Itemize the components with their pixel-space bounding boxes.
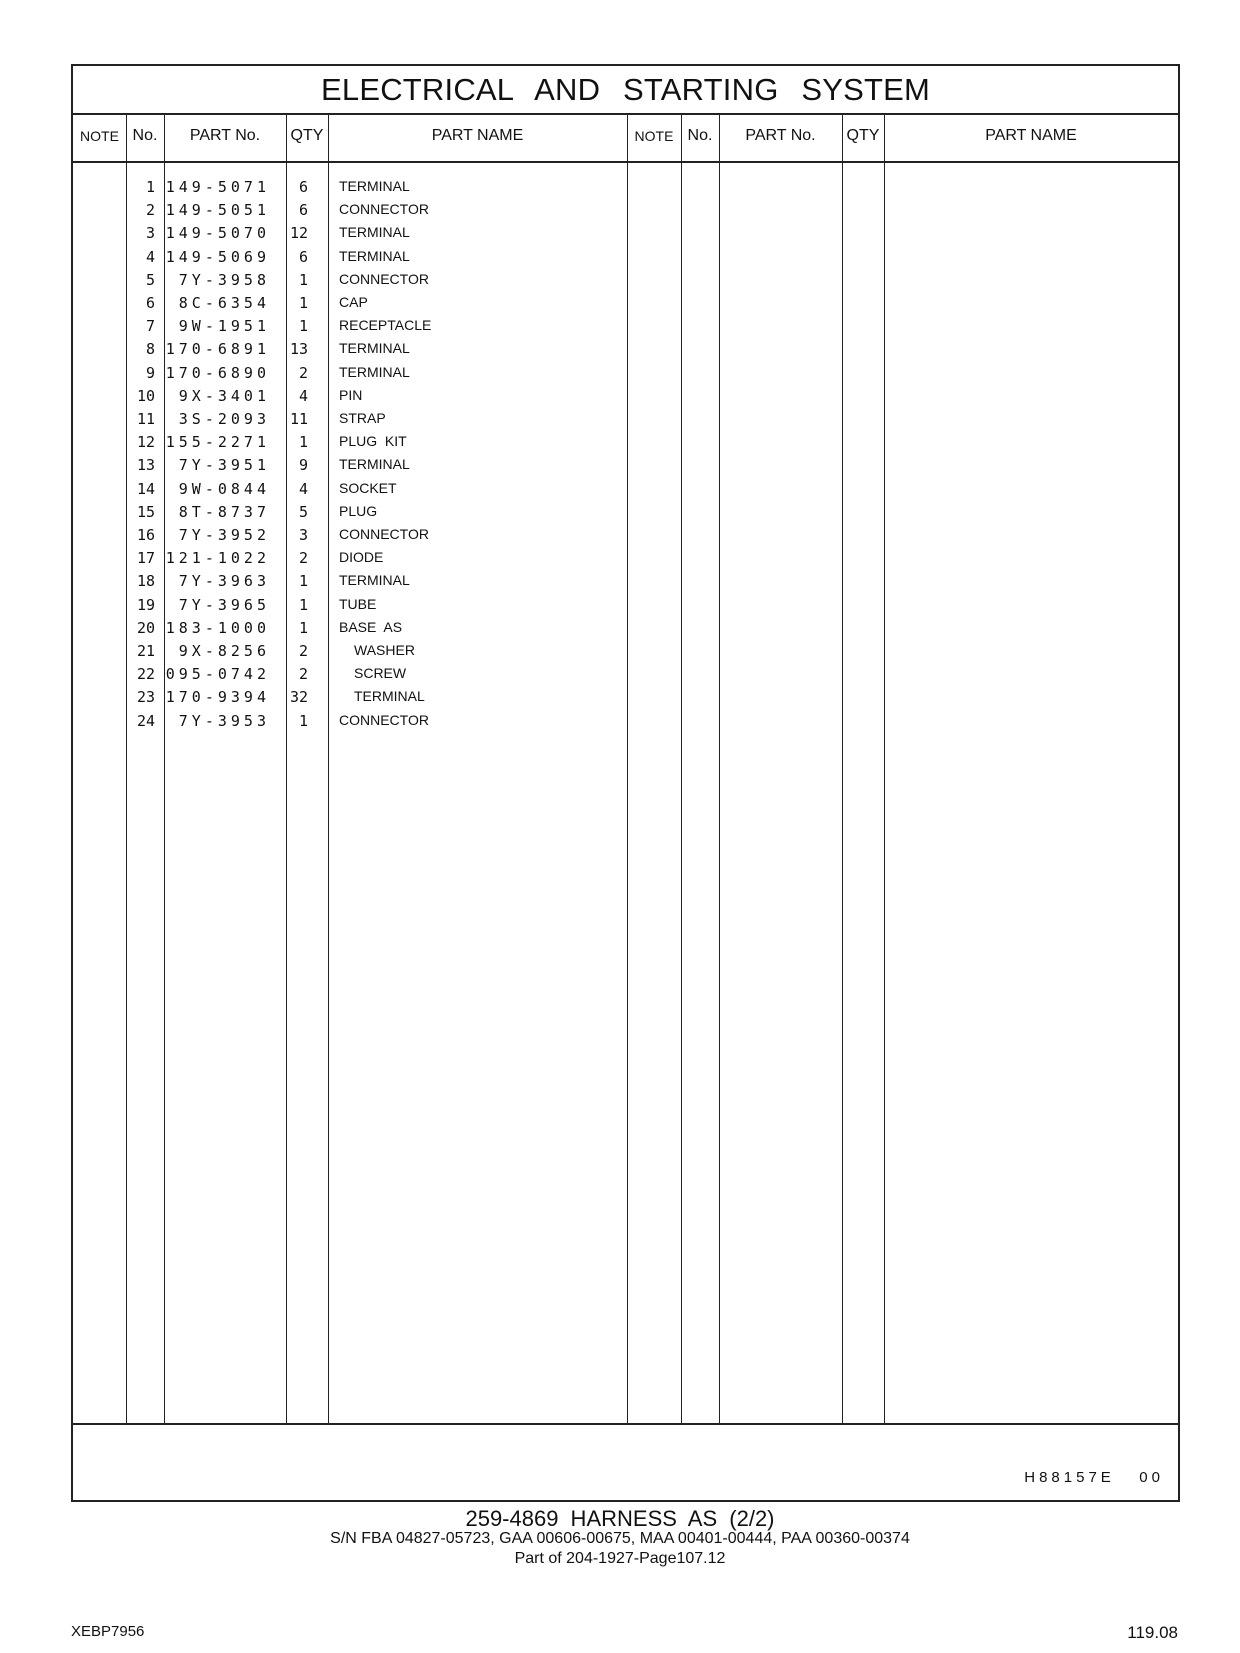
quantity: 4	[298, 386, 308, 405]
serial-numbers: S/N FBA 04827-05723, GAA 00606-00675, MAA 00401-00444, PAA 00360-00374	[330, 1530, 910, 1547]
part-name: CONNECTOR	[339, 201, 429, 218]
column-divider	[842, 113, 843, 1423]
part-name: TUBE	[339, 595, 377, 612]
item-number: 9	[145, 363, 155, 382]
item-number: 18	[136, 572, 155, 591]
table-row	[73, 480, 633, 503]
part-name: TERMINAL	[354, 688, 425, 705]
part-name: TERMINAL	[339, 340, 410, 357]
table-row	[73, 526, 633, 549]
part-name: CONNECTOR	[339, 711, 429, 728]
part-name: PIN	[339, 386, 363, 403]
page-title: ELECTRICAL AND STARTING SYSTEM	[73, 66, 1178, 115]
part-name: STRAP	[339, 410, 386, 426]
column-divider	[884, 113, 885, 1423]
item-number: 6	[145, 294, 155, 312]
part-name: CONNECTOR	[339, 526, 429, 542]
quantity: 1	[298, 595, 308, 614]
part-number: 7Y-3965	[178, 595, 270, 614]
quantity: 4	[298, 479, 308, 498]
quantity: 1	[298, 572, 308, 591]
part-number: 170-9394	[165, 688, 270, 707]
part-number: 7Y-3951	[178, 456, 270, 475]
table-row	[73, 549, 633, 572]
part-name: TERMINAL	[339, 178, 410, 194]
part-number: 155-2271	[165, 433, 270, 452]
item-number: 15	[136, 502, 155, 521]
part-number: 7Y-3953	[178, 711, 270, 730]
part-number: 9W-1951	[178, 317, 270, 336]
quantity: 1	[298, 433, 308, 452]
table-row	[73, 596, 633, 619]
part-number: 3S-2093	[178, 410, 270, 428]
part-number: 7Y-3963	[178, 572, 270, 591]
part-number: 9X-3401	[178, 386, 270, 405]
item-number: 23	[136, 688, 155, 707]
quantity: 2	[298, 363, 308, 382]
quantity: 3	[298, 526, 308, 544]
part-name: WASHER	[354, 642, 415, 658]
part-name: SCREW	[354, 665, 407, 682]
document-id: XEBP7956	[71, 1623, 145, 1640]
header-part-no-right: PART No.	[745, 127, 816, 144]
table-bottom-rule	[73, 1423, 1178, 1425]
quantity: 5	[298, 502, 308, 521]
table-row	[73, 410, 633, 433]
part-number: 7Y-3952	[178, 526, 270, 544]
quantity: 1	[298, 618, 308, 637]
part-name: TERMINAL	[339, 224, 410, 241]
item-number: 22	[136, 665, 155, 684]
part-name: PLUG KIT	[339, 433, 407, 450]
part-name: BASE AS	[339, 618, 403, 635]
quantity: 2	[298, 642, 308, 660]
table-row	[73, 248, 633, 271]
header-qty-left: QTY	[290, 127, 324, 144]
quantity: 13	[289, 340, 308, 359]
item-number: 4	[145, 247, 155, 266]
part-number: 9W-0844	[178, 479, 270, 498]
table-row	[73, 688, 633, 711]
quantity: 2	[298, 549, 308, 568]
part-number: 8T-8737	[178, 502, 270, 521]
table-row	[73, 178, 633, 201]
item-number: 14	[136, 479, 155, 498]
item-number: 17	[136, 549, 155, 568]
part-name: TERMINAL	[339, 456, 410, 473]
table-row	[73, 665, 633, 688]
quantity: 6	[298, 201, 308, 220]
table-row	[73, 619, 633, 642]
part-number: 9X-8256	[178, 642, 270, 660]
part-number: 149-5051	[165, 201, 270, 220]
quantity: 6	[298, 247, 308, 266]
part-number: 7Y-3958	[178, 270, 270, 289]
part-name: PLUG	[339, 502, 378, 519]
header-note-left: NOTE	[80, 128, 119, 144]
quantity: 32	[289, 688, 308, 707]
quantity: 1	[298, 294, 308, 312]
column-divider	[681, 113, 682, 1423]
quantity: 9	[298, 456, 308, 475]
part-number: 8C-6354	[178, 294, 270, 312]
table-row	[73, 317, 633, 340]
quantity: 11	[289, 410, 308, 428]
header-no-right: No.	[687, 127, 713, 144]
part-of-reference: Part of 204-1927-Page107.12	[514, 1550, 726, 1567]
item-number: 2	[145, 201, 155, 220]
quantity: 12	[289, 224, 308, 243]
item-number: 19	[136, 595, 155, 614]
quantity: 6	[298, 178, 308, 196]
part-number: 149-5069	[165, 247, 270, 266]
table-row	[73, 572, 633, 595]
illustration-code: H88157E 00	[1024, 1469, 1164, 1486]
table-row	[73, 387, 633, 410]
item-number: 16	[136, 526, 155, 544]
parts-list-frame	[71, 64, 1180, 1502]
item-number: 3	[145, 224, 155, 243]
table-row	[73, 364, 633, 387]
table-row	[73, 340, 633, 363]
part-name: CAP	[339, 294, 368, 310]
part-name: DIODE	[339, 549, 384, 566]
table-row	[73, 224, 633, 247]
part-number: 170-6891	[165, 340, 270, 359]
part-number: 095-0742	[165, 665, 270, 684]
item-number: 24	[136, 711, 155, 730]
quantity: 2	[298, 665, 308, 684]
item-number: 5	[145, 270, 155, 289]
table-row	[73, 294, 633, 317]
part-name: TERMINAL	[339, 363, 410, 380]
page-number: 119.08	[1127, 1623, 1178, 1642]
part-name: TERMINAL	[339, 247, 410, 264]
header-qty-right: QTY	[846, 127, 880, 144]
item-number: 12	[136, 433, 155, 452]
item-number: 21	[136, 642, 155, 660]
part-number: 170-6890	[165, 363, 270, 382]
table-row	[73, 456, 633, 479]
part-number: 149-5071	[165, 178, 270, 196]
header-part-no-left: PART No.	[189, 127, 261, 144]
part-name: TERMINAL	[339, 572, 410, 589]
column-divider	[719, 113, 720, 1423]
quantity: 1	[298, 270, 308, 289]
item-number: 11	[136, 410, 155, 428]
table-row	[73, 642, 633, 665]
table-row	[73, 201, 633, 224]
header-note-right: NOTE	[634, 128, 674, 144]
item-number: 8	[145, 340, 155, 359]
item-number: 1	[145, 178, 155, 196]
table-row	[73, 503, 633, 526]
part-number: 183-1000	[165, 618, 270, 637]
part-name: RECEPTACLE	[339, 317, 432, 334]
item-number: 10	[136, 386, 155, 405]
header-part-name-right: PART NAME	[985, 127, 1077, 144]
part-number: 121-1022	[165, 549, 270, 568]
table-row	[73, 712, 633, 735]
table-header	[73, 113, 1178, 163]
header-part-name-left: PART NAME	[431, 127, 524, 144]
table-row	[73, 433, 633, 456]
table-row	[73, 271, 633, 294]
quantity: 1	[298, 711, 308, 730]
part-name: SOCKET	[339, 479, 397, 496]
header-no-left: No.	[132, 127, 158, 144]
item-number: 20	[136, 618, 155, 637]
part-number: 149-5070	[165, 224, 270, 243]
item-number: 13	[136, 456, 155, 475]
part-name: CONNECTOR	[339, 270, 429, 287]
assembly-title: 259-4869 HARNESS AS (2/2)	[465, 1506, 775, 1531]
item-number: 7	[145, 317, 155, 336]
quantity: 1	[298, 317, 308, 336]
